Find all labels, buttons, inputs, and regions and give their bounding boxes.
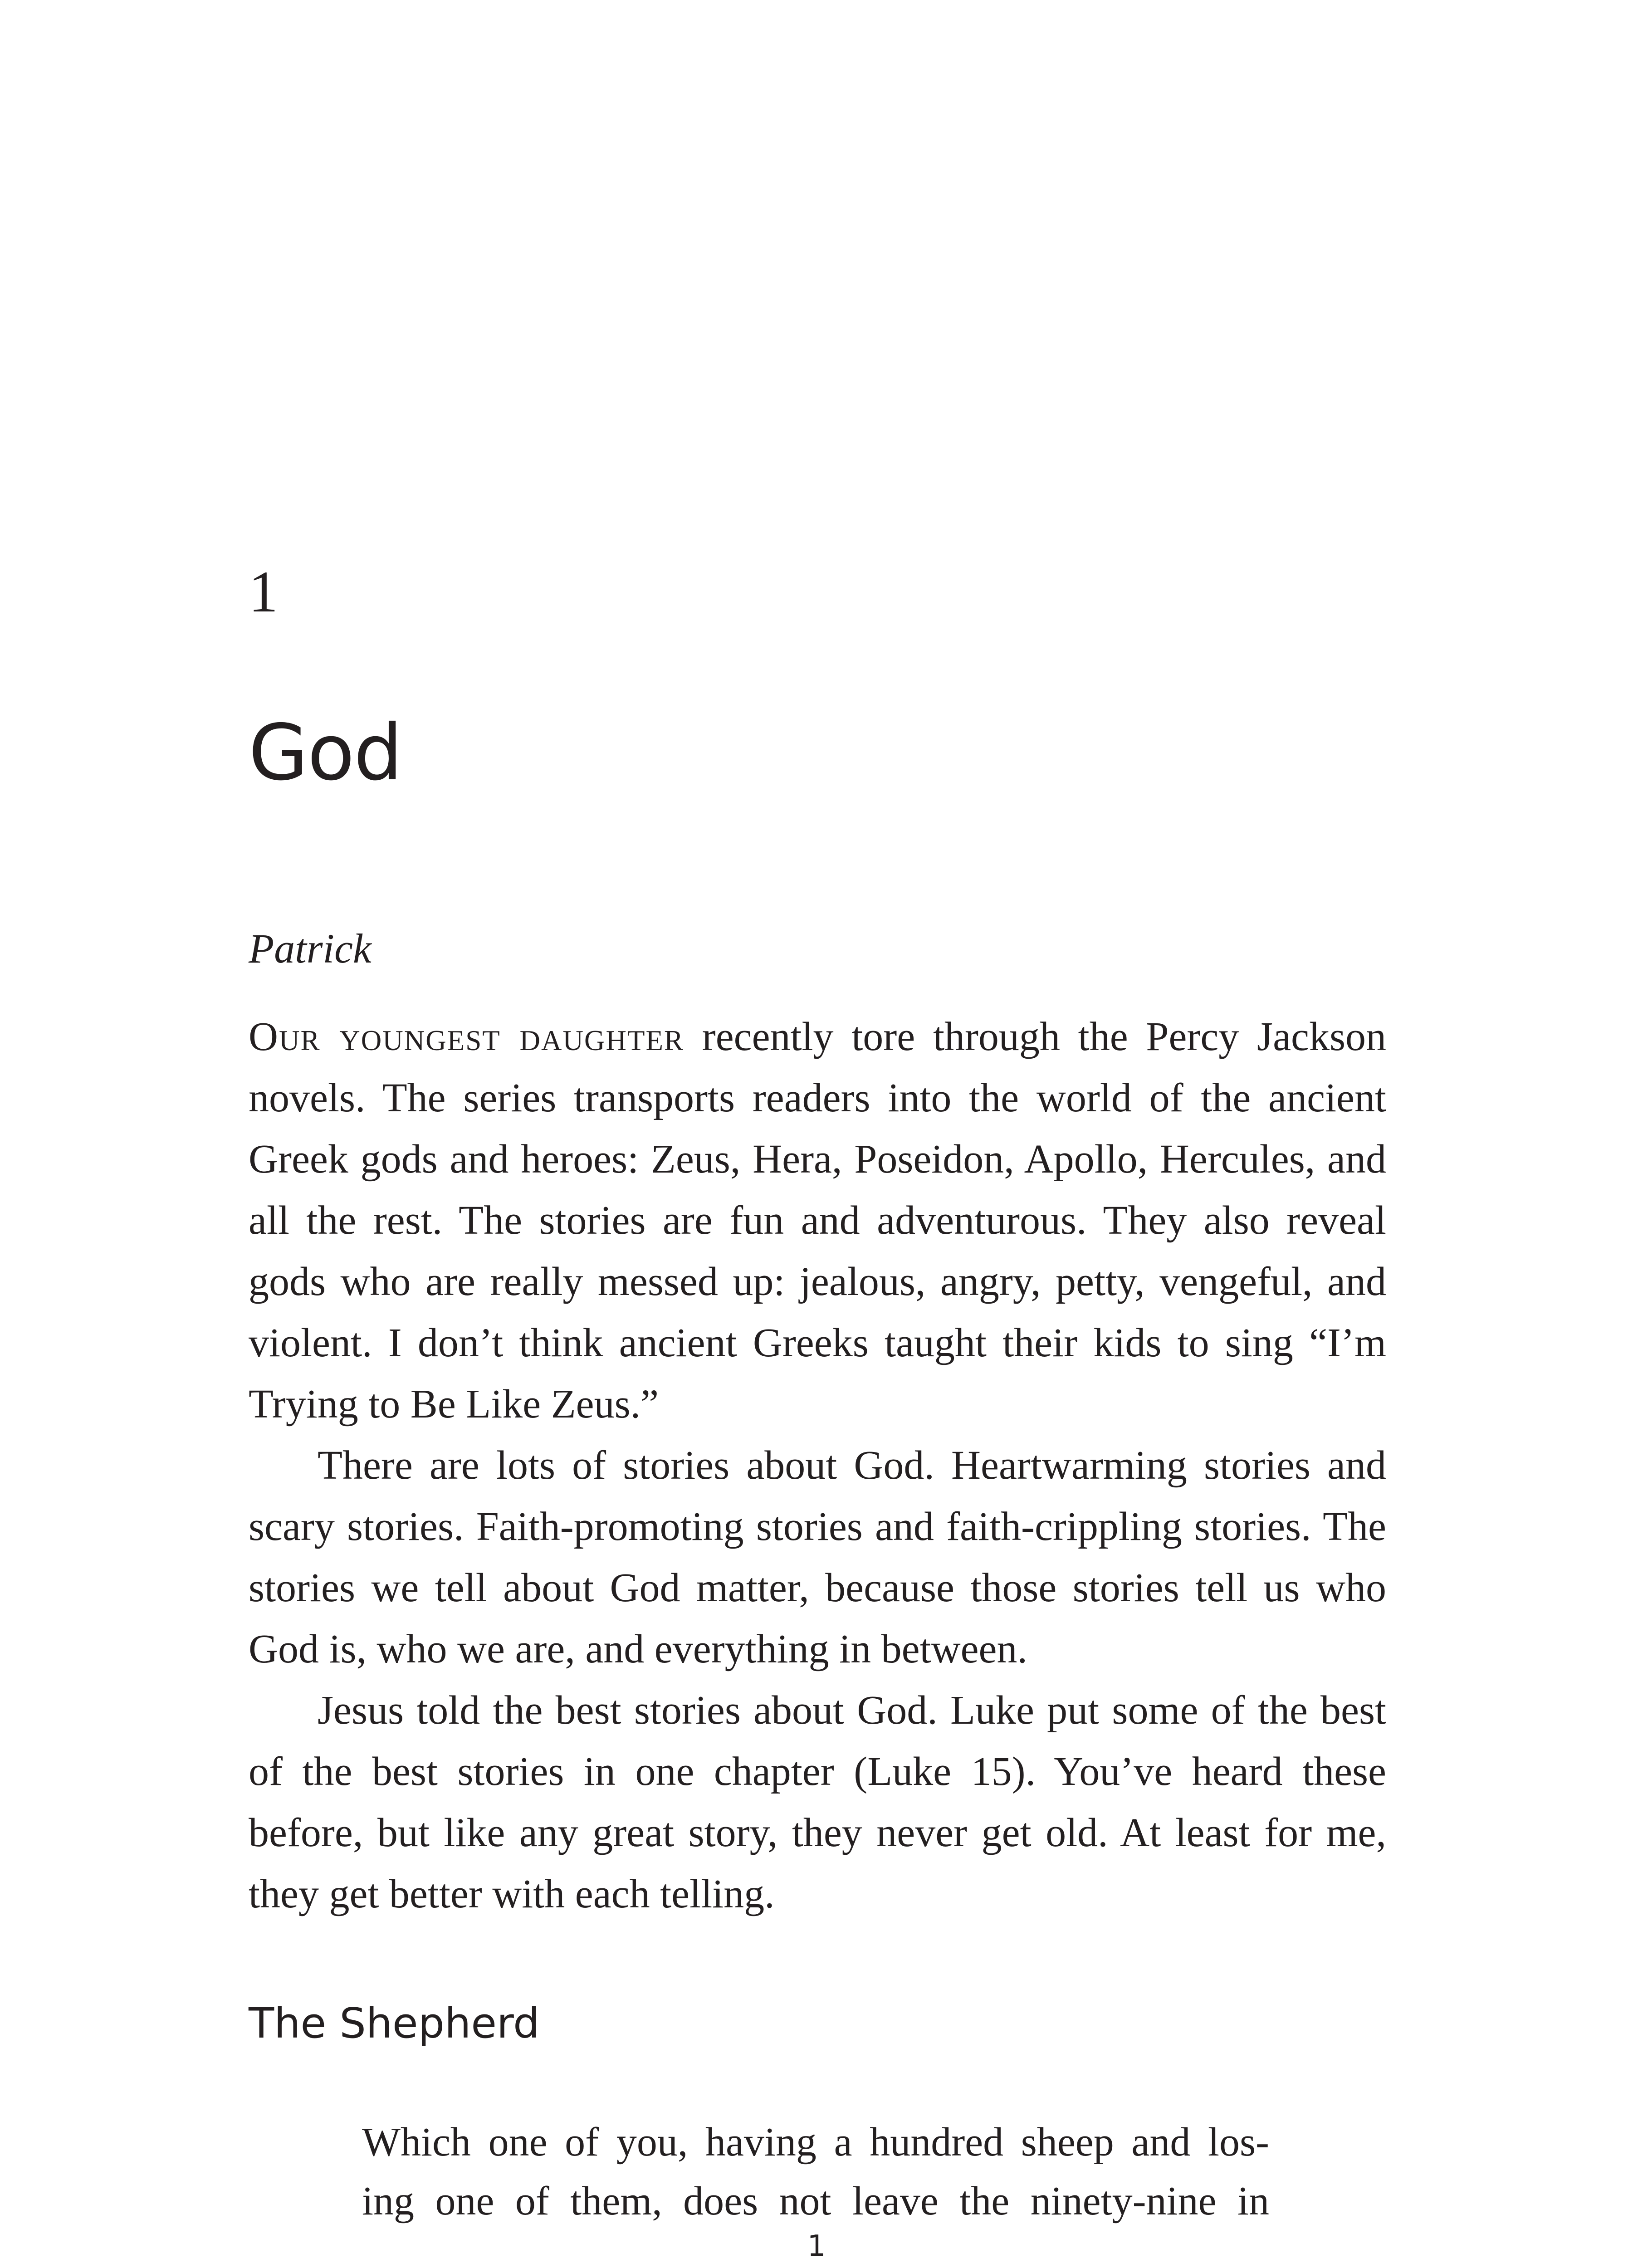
chapter-number: 1 xyxy=(249,559,278,625)
body-paragraph-2: There are lots of stories about God. Heartwarming stories and scary stories. Faith-promoting stories and faith-crippling stories. The stories we tell about God matter, because those stories tell us who God is, who we are, and everything in between. xyxy=(249,1443,1386,1672)
chapter-author: Patrick xyxy=(249,925,372,972)
chapter-body xyxy=(249,1006,1386,1925)
quote-line-1: Which one of you, having a hundred sheep and los- xyxy=(362,2120,1269,2165)
quote-line-2: ing one of them, does not leave the ninety-nine in xyxy=(362,2179,1269,2224)
section-heading: The Shepherd xyxy=(249,1999,540,2048)
body-paragraph-1 xyxy=(249,1006,1386,1435)
body-paragraph-3: Jesus told the best stories about God. Luke put some of the best of the best stories in one chapter (Luke 15). You’ve heard these before, but like any great story, they never get old. At least for me, they get better with each telling. xyxy=(249,1688,1386,1916)
paragraph-text: recently tore through the Percy Jackson novels. The series transports readers into the world of the ancient Greek gods and heroes: Zeus, Hera, Poseidon, Apollo, Hercules, and all the rest. The stories are fun and adventurous. They also reveal gods who are really messed up: jealous, angry, petty, vengeful, and violent. I don’t think ancient Greeks taught their kids to sing “I’m Trying to Be Like Zeus.” xyxy=(249,1014,1386,1427)
paragraph-lead-in: Our youngest daughter xyxy=(249,1014,684,1059)
chapter-title: God xyxy=(249,708,402,798)
page-number: 1 xyxy=(807,2229,826,2263)
scripture-quote xyxy=(362,2113,1269,2231)
